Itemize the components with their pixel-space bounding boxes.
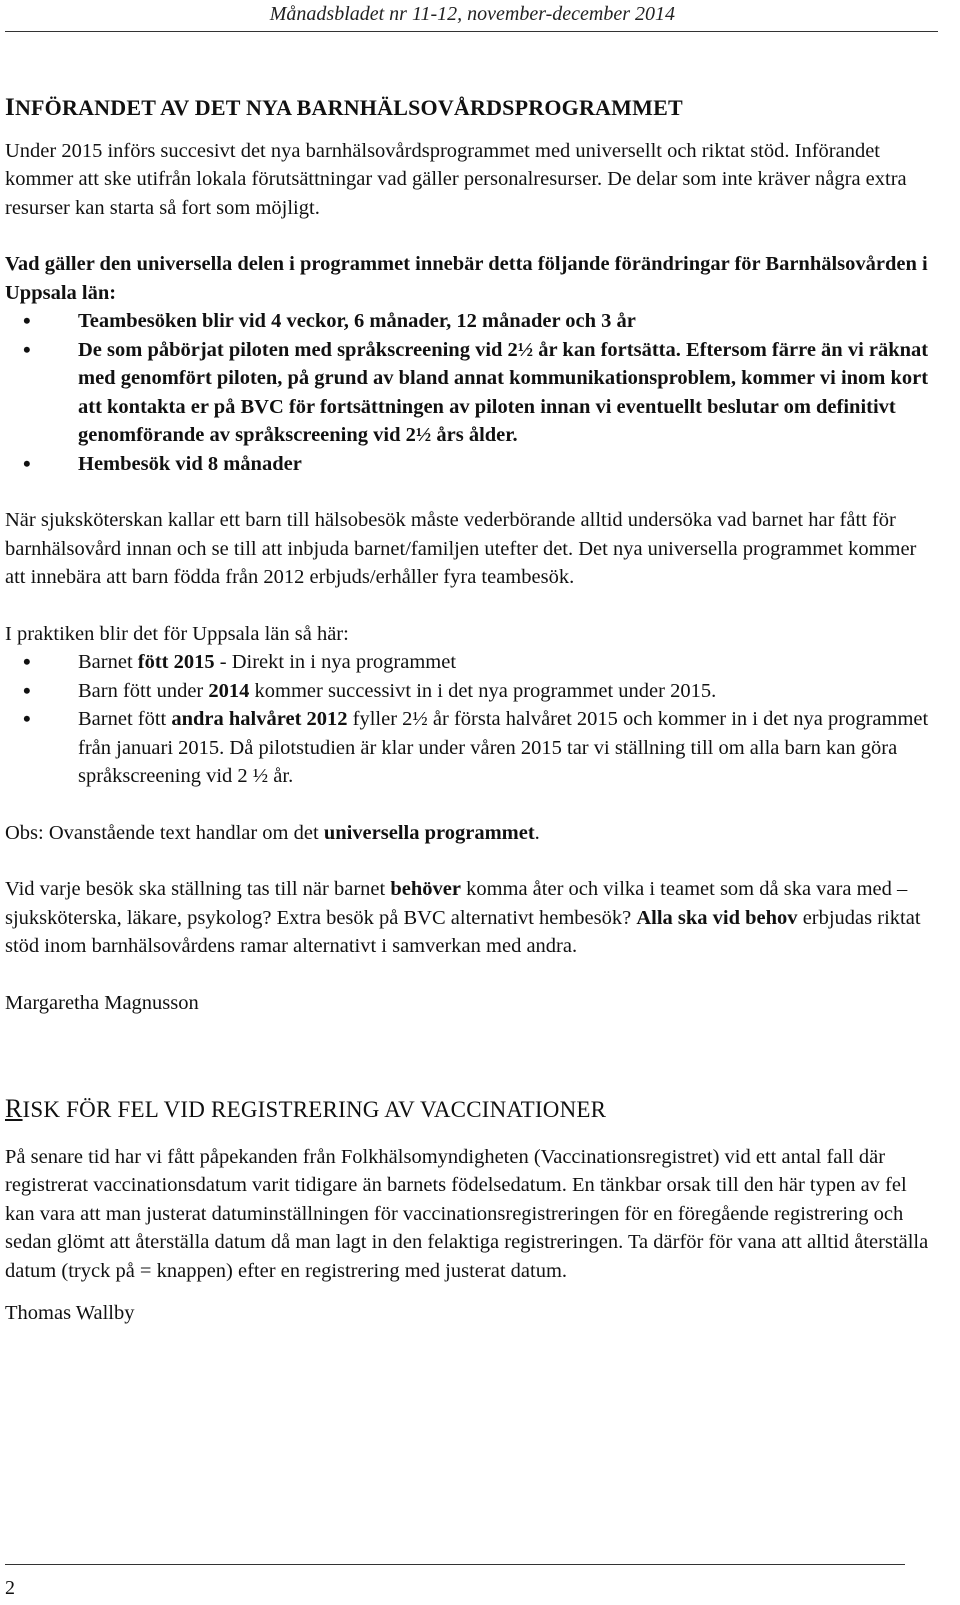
vaccination-paragraph: På senare tid har vi fått påpekanden från Folkhälsomyndigheten (Vaccinationsregistret) vid ett antal fall där registrerat vaccinationsdatum varit tidigare än barnets födelsedatum. En tänkbar orsak till den här typen av fel kan vara att man justerat datuminställningen för vaccinationsregistreringen för en föregående registrering och sedan glömt att återställa datum då man lagt in den felaktiga registreringen. Ta därför för vana att alltid återställa datum (tryck på = knappen) efter en registrering med justerat datum. [5,1145,929,1282]
heading-initial: I [5,94,15,121]
heading-initial: R [5,1094,23,1123]
article-content [5,94,935,1328]
heading-text: ISK FÖR FEL VID REGISTRERING AV VACCINATIONER [22,1097,607,1122]
list-item: • Barnet fött andra halvåret 2012 fyller 2½ år första halvåret 2015 och kommer in i det nya programmet från januari 2015. Då pilotstudien är klar under våren 2015 tar vi ställning till om alla barn kan göra språkscreening vid 2 ½ år. [5,705,935,791]
list-item: • De som påbörjat piloten med språkscreening vid 2½ år kan fortsätta. Eftersom färre än vi räknat med genomfört piloten, på grund av bland annat kommunikationsproblem, kommer vi inom kort att kontakta er på BVC för fortsättningen av piloten innan vi eventuellt beslutar om definitivt genomförande av språkscreening vid 2½ års ålder. [5,336,935,450]
page-number: 2 [5,1577,15,1599]
nurse-paragraph: När sjuksköterskan kallar ett barn till hälsobesök måste vederbörande alltid undersöka vad barnet har fått för barnhälsovård innan och se till att inbjuda barnet/familjen utefter det. Det nya universella programmet kommer att innebära att barn födda från 2012 erbjuds/erhåller fyra teambesök. [5,509,917,588]
list-item: • Hembesök vid 8 månader [5,450,935,479]
author-signature: Thomas Wallby [5,1302,135,1324]
practice-intro: I praktiken blir det för Uppsala län så här: [5,622,349,645]
running-header: Månadsbladet nr 11-12, november-december 2014 [269,3,675,25]
bold-bullet-list [5,307,935,478]
visit-paragraph: Vid varje besök ska ställning tas till när barnet behöver komma åter och vilka i teamet som då ska vara med – sjuksköterska, läkare, psykolog? Extra besök på BVC alternativt hembesök? Alla ska vid behov erbjudas riktat stöd inom barnhälsovårdens ramar alternativt i samverkan med andra. [5,878,921,957]
author-signature: Margaretha Magnusson [5,991,199,1014]
intro-paragraph: Under 2015 införs succesivt det nya barnhälsovårdsprogrammet med universellt och riktat stöd. Införandet kommer att ske utifrån lokala förutsättningar vad gäller personalresurser. De delar som inte kräver några extra resurser kan starta så fort som möjligt. [5,139,907,219]
list-item: • Teambesöken blir vid 4 veckor, 6 månader, 12 månader och 3 år [5,307,935,336]
header-rule [5,31,938,32]
bold-intro-paragraph: Vad gäller den universella delen i programmet innebär detta följande förändringar för Barnhälsovården i Uppsala län: [5,253,928,304]
heading-text: NFÖRANDET AV DET NYA BARNHÄLSOVÅRDSPROGRAMMET [14,95,683,120]
obs-paragraph: Obs: Ovanstående text handlar om det universella programmet. [5,821,540,844]
section-heading-barnhalsovard [5,94,935,123]
footer-rule [5,1564,905,1565]
list-item: • Barnet fött 2015 - Direkt in i nya programmet [5,648,935,677]
section-heading-vaccination [5,1095,935,1125]
practice-bullet-list [5,648,935,791]
list-item: • Barn fött under 2014 kommer successivt in i det nya programmet under 2015. [5,677,935,706]
